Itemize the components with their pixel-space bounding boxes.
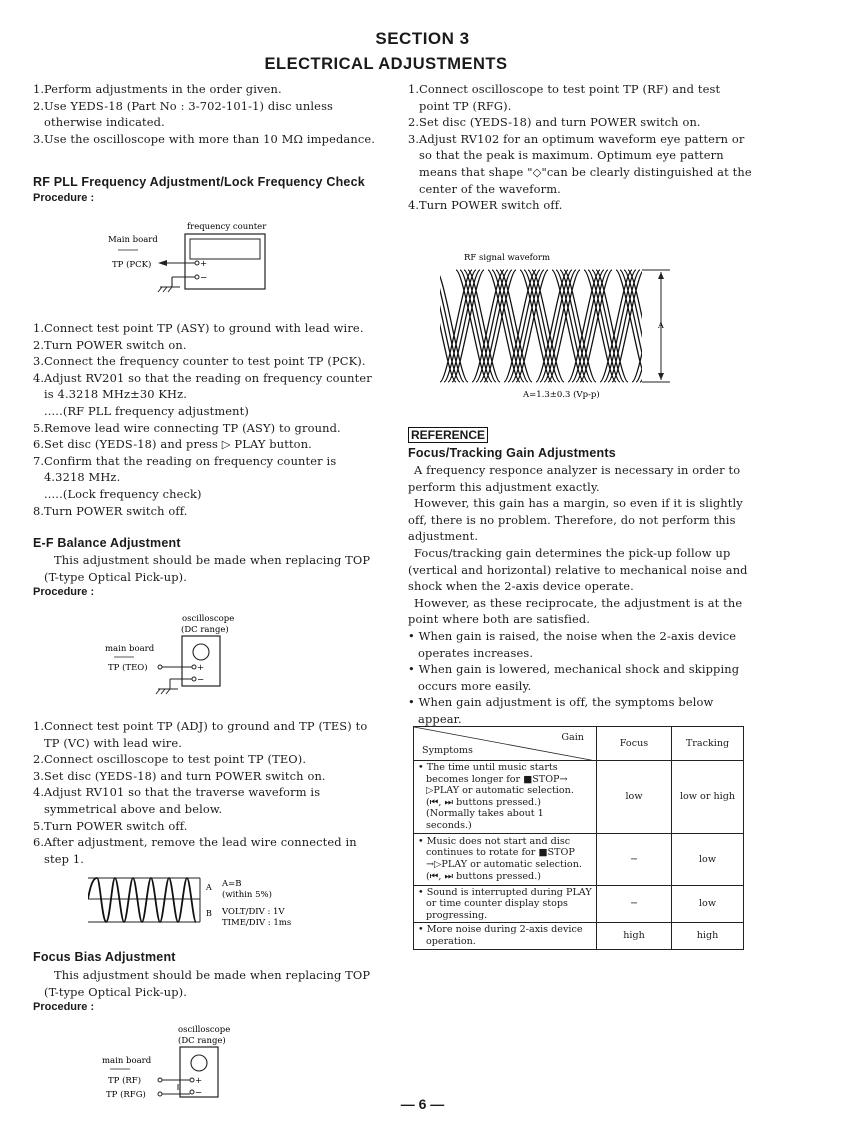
svg-text:main board: main board <box>102 1056 152 1066</box>
rfpll-heading: RF PLL Frequency Adjustment/Lock Frequency Check <box>33 175 365 189</box>
svg-text:+: + <box>197 663 205 673</box>
table-row: • Sound is interrupted during PLAY or time counter display stops progressing. − low <box>414 885 744 923</box>
section-number: SECTION 3 <box>375 29 470 48</box>
table-row: • More noise during 2-axis device operation. high high <box>414 923 744 949</box>
page-title: ELECTRICAL ADJUSTMENTS <box>264 55 508 73</box>
list-item: 5.Turn POWER switch off. <box>33 818 188 833</box>
focus-bias-heading: Focus Bias Adjustment <box>33 950 176 964</box>
reference-paragraph: However, this gain has a margin, so even if it is slightly off, there is no problem. Therefore, do not perform this adjustment. <box>408 496 743 544</box>
intro-list <box>33 81 379 147</box>
reference-bullet: • When gain is lowered, mechanical shock and skipping occurs more easily. <box>408 662 740 693</box>
svg-text:(within 5%): (within 5%) <box>222 890 272 900</box>
fig-tp-pck: TP (PCK) <box>112 260 152 270</box>
list-item: .....(Lock frequency check) <box>44 486 202 501</box>
reference-box: REFERENCE <box>408 427 488 443</box>
list-item: 4.Adjust RV201 so that the reading on frequency counter is 4.3218 MHz±30 KHz. <box>33 370 372 402</box>
oscilloscope-diagram-rf <box>98 1022 248 1102</box>
rf-amplitude-value: A=1.3±0.3 (Vp-p) <box>523 390 600 400</box>
symptoms-table <box>413 726 744 950</box>
list-item: 1.Connect test point TP (ADJ) to ground and TP (TES) to TP (VC) with lead wire. <box>33 719 368 750</box>
svg-text:TP (RFG): TP (RFG) <box>106 1090 146 1100</box>
reference-paragraph: Focus/tracking gain determines the pick-up follow up (vertical and horizontal) relative to mechanical noise and shock when the 2-axis device operate. <box>408 545 748 594</box>
frequency-counter-diagram <box>100 215 280 300</box>
ef-heading: E-F Balance Adjustment <box>33 536 181 550</box>
svg-text:TP (RF): TP (RF) <box>108 1076 142 1086</box>
fig-main-board: Main board <box>108 235 158 245</box>
table-header-tracking: Tracking <box>672 727 744 761</box>
list-item: 4.Adjust RV101 so that the traverse waveform is symmetrical above and below. <box>33 785 321 816</box>
list-item: 6.Set disc (YEDS-18) and press ▷ PLAY button. <box>33 437 312 452</box>
svg-text:−: − <box>200 273 208 283</box>
svg-text:oscilloscope: oscilloscope <box>178 1025 231 1035</box>
list-item: 1.Connect test point TP (ASY) to ground with lead wire. <box>33 321 364 335</box>
svg-text:A=B: A=B <box>222 879 242 889</box>
svg-text:(DC range): (DC range) <box>178 1036 226 1046</box>
rf-waveform-label: RF signal waveform <box>464 253 551 263</box>
list-item: 5.Remove lead wire connecting TP (ASY) to ground. <box>33 420 341 435</box>
svg-text:VOLT/DIV : 1V: VOLT/DIV : 1V <box>222 907 285 917</box>
reference-bullet: • When gain adjustment is off, the symptoms below appear. <box>408 695 714 726</box>
reference-text <box>408 462 753 728</box>
svg-text:−: − <box>195 1088 203 1098</box>
traverse-waveform <box>88 872 318 934</box>
svg-text:TP (TEO): TP (TEO) <box>108 663 148 673</box>
focus-bias-procedure-label: Procedure : <box>33 1001 95 1013</box>
list-item: 1.Perform adjustments in the order given. <box>33 82 282 96</box>
table-header-corner: Gain Symptoms <box>414 727 597 761</box>
svg-text:−: − <box>197 675 205 685</box>
table-header-focus: Focus <box>597 727 672 761</box>
rfpll-steps <box>33 320 379 519</box>
rf-steps <box>408 81 754 214</box>
svg-text:B: B <box>206 909 212 918</box>
list-item: 2.Set disc (YEDS-18) and turn POWER switch on. <box>408 115 701 130</box>
svg-text:+: + <box>200 259 208 269</box>
svg-text:TIME/DIV : 1ms: TIME/DIV : 1ms <box>222 918 292 928</box>
svg-text:(DC range): (DC range) <box>181 625 229 635</box>
reference-paragraph: However, as these reciprocate, the adjustment is at the point where both are satisfied. <box>408 595 743 627</box>
fig-counter-label: frequency counter <box>187 222 267 232</box>
svg-text:main board: main board <box>105 644 155 654</box>
list-item: 8.Turn POWER switch off. <box>33 503 188 518</box>
svg-text:+: + <box>195 1076 203 1086</box>
ef-steps <box>33 718 379 867</box>
reference-paragraph: A frequency responce analyzer is necessary in order to perform this adjustment exactly. <box>408 463 741 494</box>
table-row: • Music does not start and disc continues to rotate for ■STOP →▷PLAY or automatic selection. (⏮, ⏭ buttons pressed.) − low <box>414 833 744 885</box>
list-item: 1.Connect oscilloscope to test point TP (RF) and test point TP (RFG). <box>408 82 721 113</box>
reference-heading: Focus/Tracking Gain Adjustments <box>408 446 616 460</box>
list-item: 2.Turn POWER switch on. <box>33 337 187 352</box>
table-row: • The time until music starts becomes longer for ■STOP→ ▷PLAY or automatic selection. (⏮, ⏭ buttons pressed.) (Normally takes about 1 seconds.) low low or high <box>414 761 744 834</box>
reference-bullet: • When gain is raised, the noise when the 2-axis device operates increases. <box>408 628 737 660</box>
list-item: 3.Connect the frequency counter to test point TP (PCK). <box>33 354 366 369</box>
list-item: 3.Adjust RV102 for an optimum waveform eye pattern or so that the peak is maximum. Optimum eye pattern means that shape "◇"can be clearly distinguished at the center of the waveform. <box>408 131 752 196</box>
rfpll-procedure-label: Procedure : <box>33 192 95 204</box>
list-item: .....(RF PLL frequency adjustment) <box>44 403 249 418</box>
svg-text:oscilloscope: oscilloscope <box>182 614 235 624</box>
list-item: 2.Connect oscilloscope to test point TP (TEO). <box>33 752 307 767</box>
list-item: 3.Set disc (YEDS-18) and turn POWER switch on. <box>33 768 326 783</box>
list-item: 7.Confirm that the reading on frequency counter is 4.3218 MHz. <box>33 453 337 485</box>
list-item: 4.Turn POWER switch off. <box>408 198 563 213</box>
list-item: 3.Use the oscilloscope with more than 10 MΩ impedance. <box>33 131 376 146</box>
ef-procedure-label: Procedure : <box>33 586 95 598</box>
oscilloscope-diagram-teo <box>100 610 250 698</box>
page-number: — 6 — <box>400 1096 445 1112</box>
focus-bias-description: This adjustment should be made when replacing TOP (T-type Optical Pick-up). <box>44 968 371 999</box>
svg-text:A: A <box>206 883 212 892</box>
list-item: 6.After adjustment, remove the lead wire connected in step 1. <box>33 835 357 866</box>
rf-signal-waveform <box>420 248 680 408</box>
list-item: 2.Use YEDS-18 (Part No : 3-702-101-1) disc unless otherwise indicated. <box>33 98 334 130</box>
svg-text:A: A <box>658 321 664 330</box>
ef-description: This adjustment should be made when replacing TOP (T-type Optical Pick-up). <box>44 553 371 584</box>
